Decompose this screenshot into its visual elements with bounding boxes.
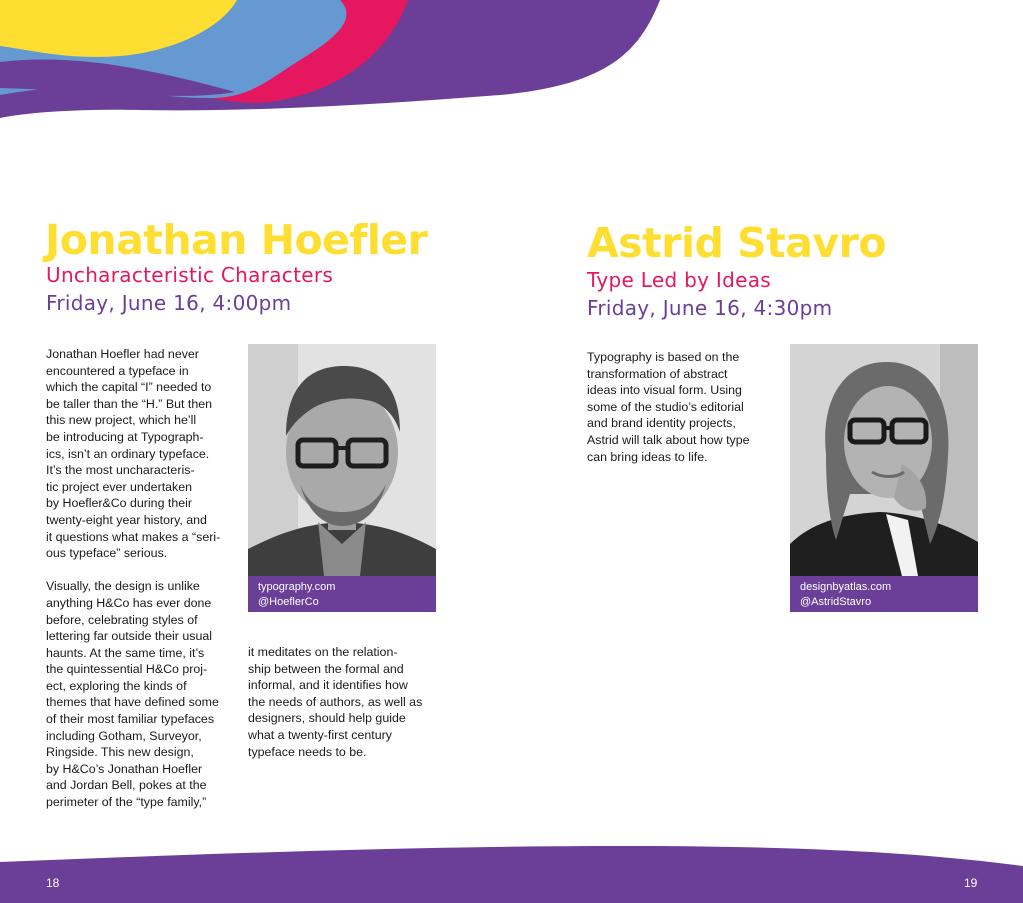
bio-column-2-hoefler bbox=[248, 644, 443, 760]
photo-caption-stavro bbox=[790, 576, 978, 612]
text-line: Visually, the design is unlike bbox=[46, 579, 200, 594]
text-line: Astrid will talk about how type bbox=[587, 432, 750, 447]
text-line: It’s the most uncharacteris- bbox=[46, 463, 195, 478]
text-line: and Jordan Bell, pokes at the bbox=[46, 778, 207, 793]
text-line: anything H&Co has ever done bbox=[46, 595, 212, 610]
text-line: it questions what makes a “seri- bbox=[46, 529, 221, 544]
talk-datetime-hoefler: Friday, June 16, 4:00pm bbox=[46, 291, 292, 315]
text-line: lettering far outside their usual bbox=[46, 629, 212, 644]
text-line: twenty-eight year history, and bbox=[46, 512, 207, 527]
speaker-name-hoefler: Jonathan Hoefler bbox=[45, 216, 428, 264]
text-line: by Hoefler&Co during their bbox=[46, 496, 193, 511]
bottom-wave-decoration bbox=[0, 840, 1023, 903]
caption-handle-hoefler: @HoeflerCo bbox=[258, 595, 319, 608]
text-line: transformation of abstract bbox=[587, 366, 728, 381]
speaker-photo-hoefler bbox=[248, 344, 436, 576]
portrait-illustration-hoefler bbox=[248, 344, 436, 576]
text-line: it meditates on the relation- bbox=[248, 645, 398, 659]
text-line: Jonathan Hoefler had never bbox=[46, 347, 199, 361]
speaker-name-stavro: Astrid Stavro bbox=[587, 219, 887, 267]
text-line: can bring ideas to life. bbox=[587, 449, 708, 464]
text-line: which the capital “I” needed to bbox=[46, 380, 212, 395]
text-line: including Gotham, Surveyor, bbox=[46, 728, 202, 743]
text-line: haunts. At the same time, it’s bbox=[46, 645, 205, 660]
bio-stavro bbox=[587, 349, 782, 465]
text-line: perimeter of the “type family,” bbox=[46, 795, 207, 810]
text-line: the quintessential H&Co proj- bbox=[46, 662, 208, 677]
page-number-left: 18 bbox=[46, 876, 60, 890]
caption-handle-stavro: @AstridStavro bbox=[800, 595, 872, 608]
text-line: of their most familiar typefaces bbox=[46, 712, 215, 727]
top-wave-decoration bbox=[0, 0, 1023, 130]
text-line: be introducing at Typograph- bbox=[46, 429, 204, 444]
text-line: what a twenty-first century bbox=[248, 727, 392, 742]
text-line: tic project ever undertaken bbox=[46, 479, 193, 494]
talk-title-stavro: Type Led by Ideas bbox=[587, 268, 772, 292]
text-line: Typography is based on the bbox=[587, 350, 740, 364]
text-line: and brand identity projects, bbox=[587, 416, 736, 431]
text-line: ect, exploring the kinds of bbox=[46, 678, 187, 693]
photo-caption-hoefler bbox=[248, 576, 436, 612]
caption-website-hoefler: typography.com bbox=[258, 581, 336, 593]
paragraph-gap bbox=[46, 562, 246, 579]
text-line: the needs of authors, as well as bbox=[248, 694, 423, 709]
text-line: ics, isn’t an ordinary typeface. bbox=[46, 446, 210, 461]
page-number-right: 19 bbox=[964, 876, 978, 890]
text-line: some of the studio’s editorial bbox=[587, 399, 744, 414]
talk-title-hoefler: Uncharacteristic Characters bbox=[46, 263, 334, 287]
text-line: informal, and it identifies how bbox=[248, 678, 408, 693]
text-line: themes that have defined some bbox=[46, 695, 219, 710]
text-line: encountered a typeface in bbox=[46, 363, 189, 378]
speaker-photo-stavro bbox=[790, 344, 978, 576]
text-line: ship between the formal and bbox=[248, 661, 404, 676]
text-line: Ringside. This new design, bbox=[46, 745, 194, 760]
text-line: this new project, which he’ll bbox=[46, 413, 197, 428]
bio-column-1-hoefler bbox=[46, 346, 246, 811]
text-line: typeface needs to be. bbox=[248, 744, 367, 759]
caption-website-stavro: designbyatlas.com bbox=[800, 581, 892, 593]
text-line: ideas into visual form. Using bbox=[587, 383, 742, 398]
text-line: designers, should help guide bbox=[248, 711, 406, 726]
text-line: be taller than the “H.” But then bbox=[46, 396, 212, 411]
portrait-illustration-stavro bbox=[790, 344, 978, 576]
text-line: by H&Co’s Jonathan Hoefler bbox=[46, 761, 203, 776]
text-line: ous typeface” serious. bbox=[46, 546, 168, 561]
talk-datetime-stavro: Friday, June 16, 4:30pm bbox=[587, 296, 833, 320]
text-line: before, celebrating styles of bbox=[46, 612, 198, 627]
